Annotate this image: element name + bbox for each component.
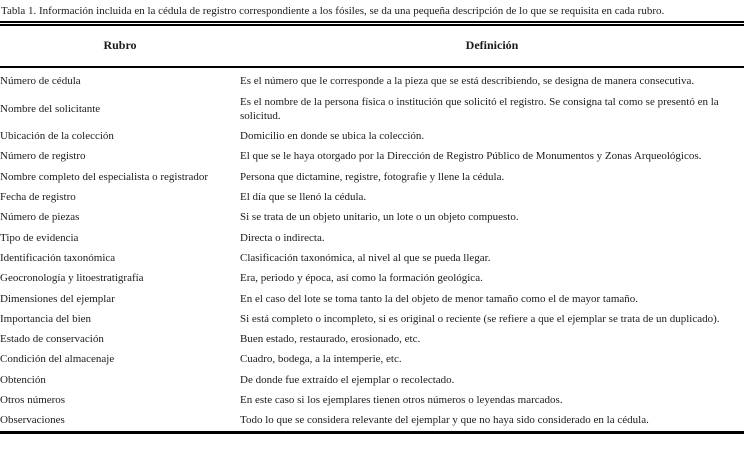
definicion-cell: Buen estado, restaurado, erosionado, etc.: [240, 333, 421, 346]
definicion-cell: Es el número que le corresponde a la pieza que se está describiendo, se designa de manera consecutiva.: [240, 75, 695, 88]
table-row: [0, 146, 744, 166]
definicion-cell: De donde fue extraído el ejemplar o recolectado.: [240, 373, 455, 386]
table-row: [0, 228, 744, 248]
rubro-cell: Número de piezas: [0, 211, 80, 224]
definicion-cell: Persona que dictamine, registre, fotografie y llene la cédula.: [240, 170, 505, 183]
definicion-cell: El día que se llenó la cédula.: [240, 191, 367, 204]
definicion-cell: Clasificación taxonómica, al nivel al que se pueda llegar.: [240, 251, 491, 264]
definicion-cell: Todo lo que se considera relevante del ejemplar y que no haya sido considerado en la cédula.: [240, 414, 649, 427]
rubro-cell: Condición del almacenaje: [0, 353, 115, 366]
rubro-cell: Nombre del solicitante: [0, 102, 101, 115]
column-header-rubro: Rubro: [0, 26, 240, 67]
table-row: [0, 370, 744, 390]
definicion-cell: El que se le haya otorgado por la Dirección de Registro Público de Monumentos y Zonas Arqueológicos.: [240, 150, 702, 163]
registro-table: [0, 26, 744, 433]
table-row: [0, 248, 744, 268]
table-row: [0, 329, 744, 349]
definicion-cell: Domicilio en donde se ubica la colección.: [240, 130, 425, 143]
header-row: [0, 26, 744, 67]
definicion-cell: Si se trata de un objeto unitario, un lote o un objeto compuesto.: [240, 211, 519, 224]
definicion-cell: En este caso si los ejemplares tienen otros números o leyendas marcados.: [240, 394, 563, 407]
rubro-cell: Tipo de evidencia: [0, 231, 79, 244]
table-row: [0, 390, 744, 410]
table-caption: Tabla 1. Información incluida en la cédula de registro correspondiente a los fósiles, se da una pequeña descripción de lo que se requisita en cada rubro.: [0, 0, 744, 26]
rubro-cell: Ubicación de la colección: [0, 130, 114, 143]
rubro-cell: Número de registro: [0, 150, 86, 163]
definicion-cell: Directa o indirecta.: [240, 231, 325, 244]
definicion-cell: Era, periodo y época, así como la formación geológica.: [240, 272, 483, 285]
rubro-cell: Observaciones: [0, 414, 65, 427]
table-row: [0, 207, 744, 227]
definicion-cell: Si está completo o incompleto, si es original o reciente (se refiere a que el ejemplar se trata de un duplicado).: [240, 312, 720, 325]
rubro-cell: Geocronología y litoestratigrafía: [0, 272, 144, 285]
table-row: [0, 410, 744, 432]
rubro-cell: Estado de conservación: [0, 333, 104, 346]
rubro-cell: Otros números: [0, 394, 66, 407]
definicion-cell: En el caso del lote se toma tanto la del objeto de menor tamaño como el de mayor tamaño.: [240, 292, 639, 305]
table-row: [0, 289, 744, 309]
rubro-cell: Número de cédula: [0, 75, 81, 88]
definicion-cell: Es el nombre de la persona física o institución que solicitó el registro. Se consigna tal como se presentó en la solicitud.: [240, 95, 719, 122]
table-row: [0, 187, 744, 207]
table-row: [0, 309, 744, 329]
rubro-cell: Identificación taxonómica: [0, 251, 116, 264]
table-body: [0, 67, 744, 432]
rubro-cell: Nombre completo del especialista o registrador: [0, 170, 209, 183]
rubro-cell: Dimensiones del ejemplar: [0, 292, 115, 305]
column-header-definicion: Definición: [240, 26, 744, 67]
rubro-cell: Obtención: [0, 373, 46, 386]
table-row: [0, 126, 744, 146]
table-row: [0, 268, 744, 288]
table-row: [0, 67, 744, 91]
rubro-cell: Importancia del bien: [0, 312, 92, 325]
rubro-cell: Fecha de registro: [0, 191, 76, 204]
definicion-cell: Cuadro, bodega, a la intemperie, etc.: [240, 353, 402, 366]
table-row: [0, 349, 744, 369]
table-row: [0, 92, 744, 127]
table-row: [0, 167, 744, 187]
